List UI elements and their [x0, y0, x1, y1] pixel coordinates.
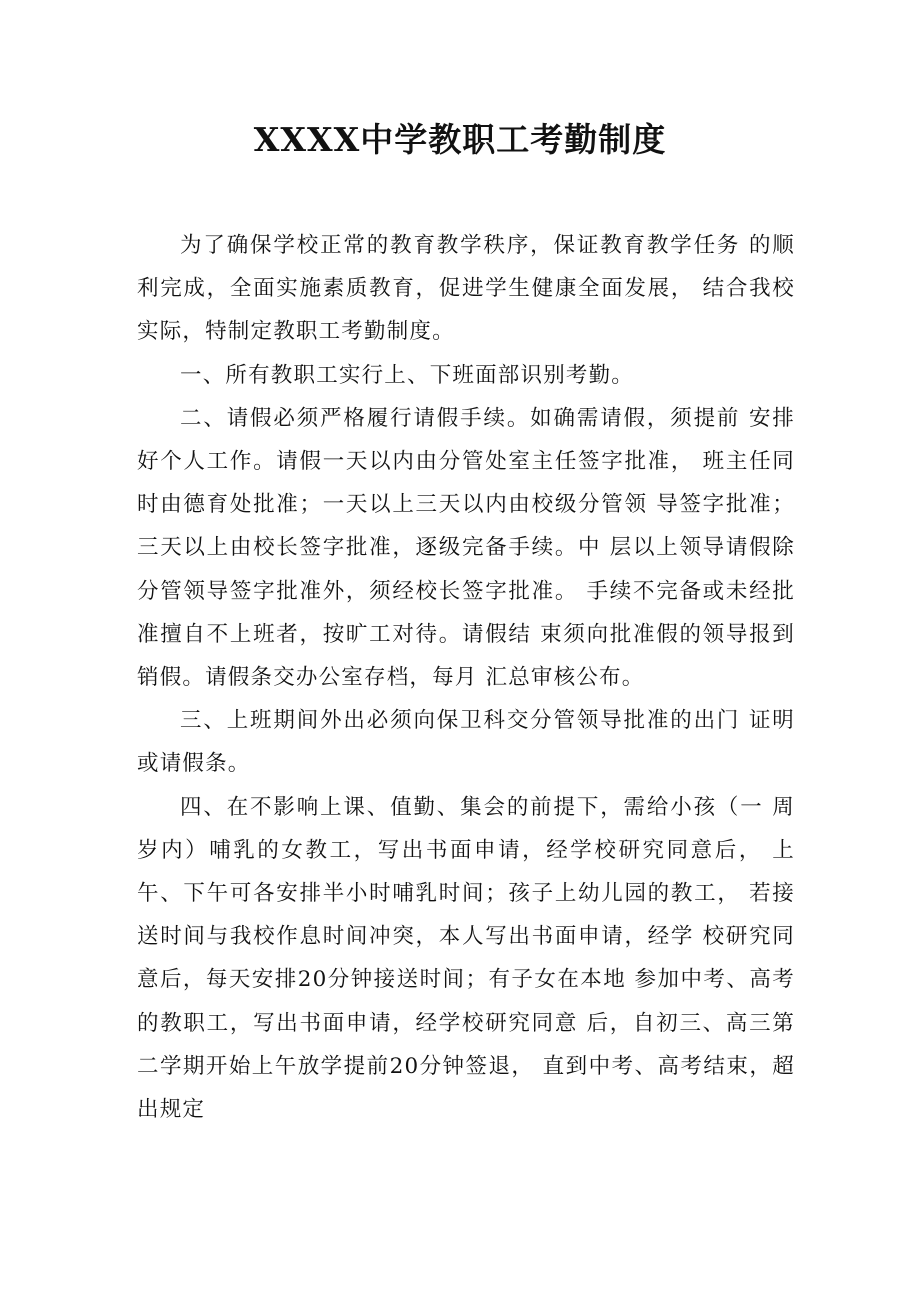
- paragraph-rule-4: 四、在不影响上课、值勤、集会的前提下，需给小孩（一 周岁内）哺乳的女教工，写出书面申请，经学校研究同意后， 上午、下午可各安排半小时哺乳时间；孩子上幼儿园的教工， 若接送时间与我校作息时间冲突，本人写出书面申请，经学 校研究同意后，每天安排20分钟接送时间；有子女在本地 参加中考、高考的教职工，写出书面申请，经学校研究同意 后，自初三、高三第二学期开始上午放学提前20分钟签退， 直到中考、高考结束，超出规定: [137, 794, 795, 1123]
- document-title: XXXX中学教职工考勤制度: [253, 120, 667, 159]
- document-body: [137, 224, 795, 1131]
- paragraph-rule-3: 三、上班期间外出必须向保卫科交分管领导批准的出门 证明或请假条。: [137, 708, 795, 777]
- paragraph-rule-1: 一、所有教职工实行上、下班面部识别考勤。: [180, 362, 635, 388]
- paragraph-rule-2: 二、请假必须严格履行请假手续。如确需请假，须提前 安排好个人工作。请假一天以内由分管处室主任签字批准， 班主任同时由德育处批准；一天以上三天以内由校级分管领 导签字批准；三天以上由校长签字批准，逐级完备手续。中 层以上领导请假除分管领导签字批准外，须经校长签字批准。 手续不完备或未经批准擅自不上班者，按旷工对待。请假结 束须向批准假的领导报到销假。请假条交办公室存档，每月 汇总审核公布。: [137, 405, 795, 691]
- paragraph-intro: 为了确保学校正常的教育教学秩序，保证教育教学任务 的顺利完成，全面实施素质教育，促进学生健康全面发展， 结合我校实际，特制定教职工考勤制度。: [137, 233, 795, 345]
